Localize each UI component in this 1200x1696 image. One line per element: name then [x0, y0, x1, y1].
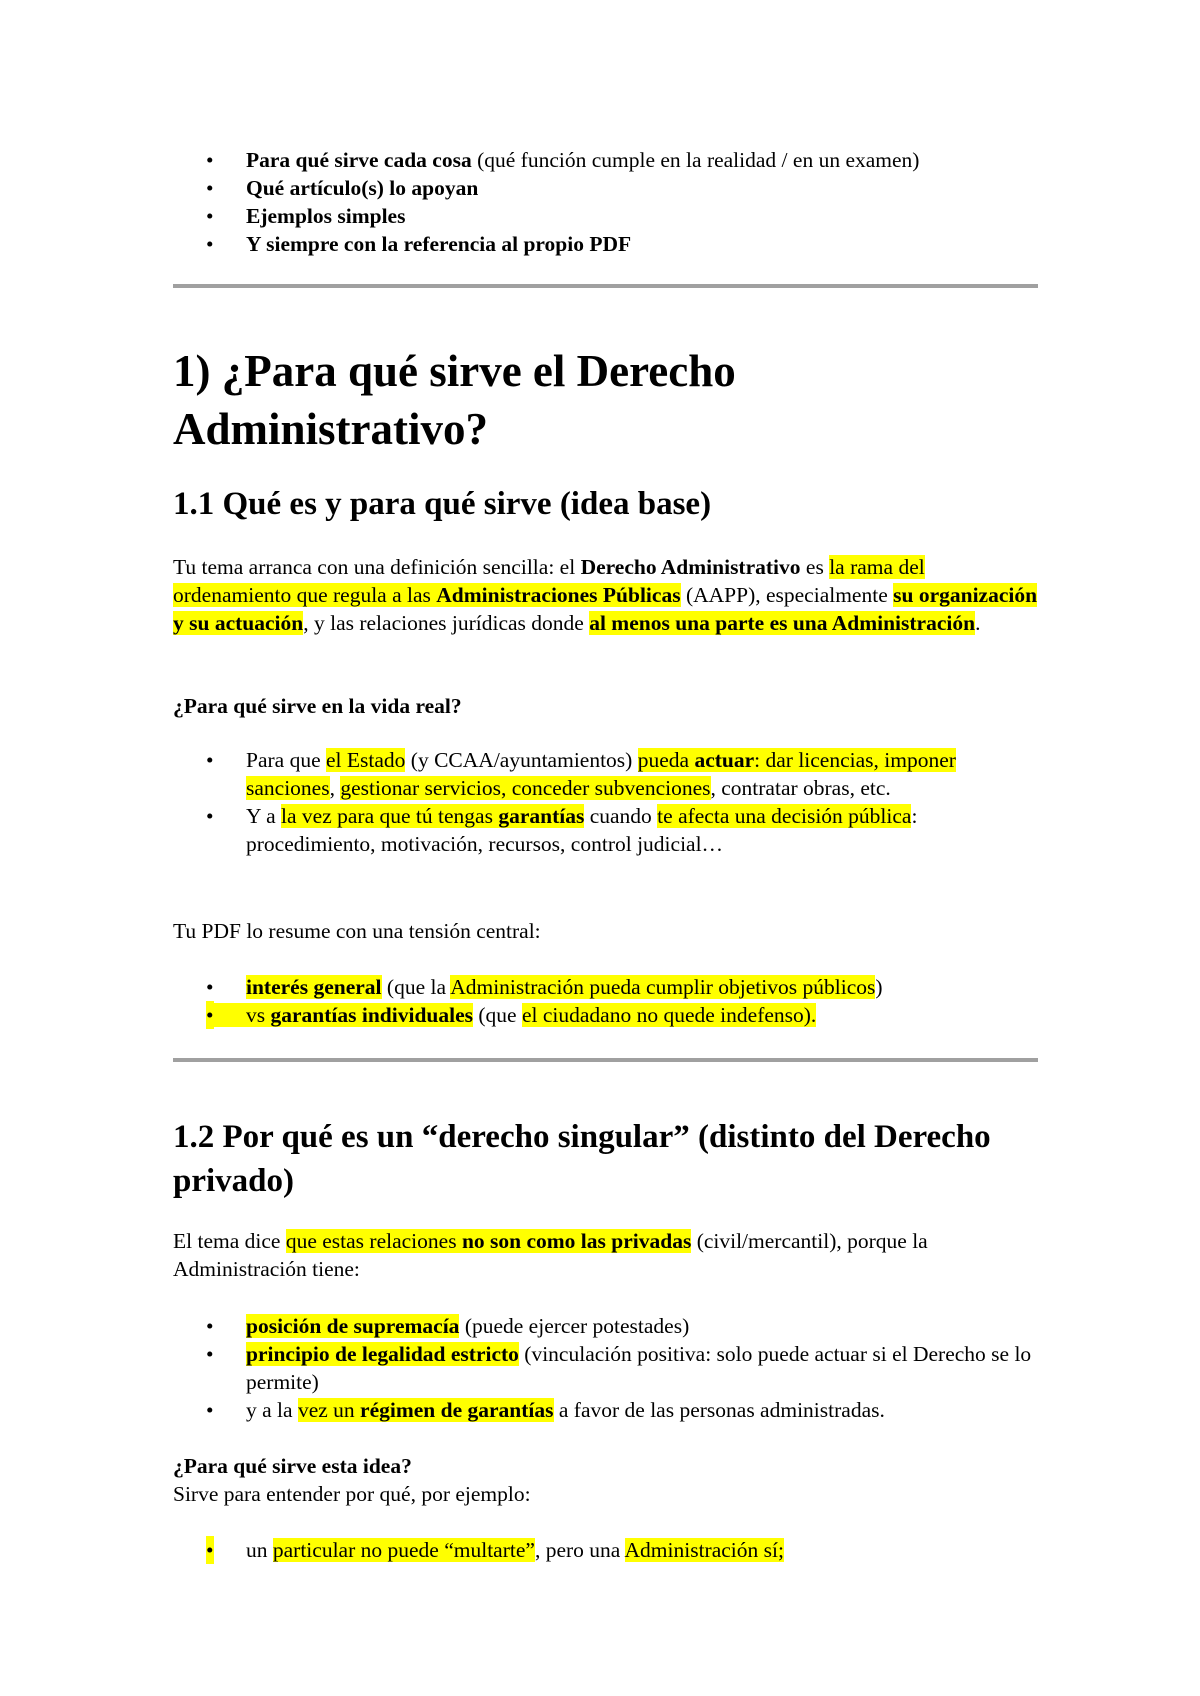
subheading-idea: ¿Para qué sirve esta idea? [173, 1454, 412, 1478]
list-item: • Y a la vez para que tú tengas garantías cuando te afecta una decisión pública: procedimiento, motivación, recursos, control judicial… [206, 804, 918, 856]
list-item: • Y siempre con la referencia al propio PDF [206, 232, 632, 256]
summary-intro: Tu PDF lo resume con una tensión central: [173, 919, 541, 943]
tension-list [173, 973, 1038, 1029]
real-life-list [173, 746, 1038, 858]
singular-law-paragraph: El tema dice que estas relaciones no son como las privadas (civil/mercantil), porque la Administración tiene: [173, 1229, 928, 1281]
list-item: • y a la vez un régimen de garantías a favor de las personas administradas. [206, 1398, 885, 1422]
features-list [173, 1312, 1038, 1424]
example-list [173, 1536, 1038, 1564]
list-item: • Para que el Estado (y CCAA/ayuntamientos) pueda actuar: dar licencias, imponer sanciones, gestionar servicios, conceder subvenciones, contratar obras, etc. [206, 748, 956, 800]
section-heading-1-1: 1.1 Qué es y para qué sirve (idea base) [173, 486, 712, 522]
definition-paragraph: Tu tema arranca con una definición sencilla: el Derecho Administrativo es la rama del ordenamiento que regula a las Administraciones Públicas (AAPP), especialmente su organización y su actuación, y las relaciones jurídicas donde al menos una parte es una Administración. [173, 555, 1038, 635]
horizontal-rule [173, 1058, 1038, 1062]
sub-text: Sirve para entender por qué, por ejemplo: [173, 1482, 531, 1506]
list-item: • un particular no puede “multarte”, pero una Administración sí; [206, 1538, 784, 1562]
subheading-real-life: ¿Para qué sirve en la vida real? [173, 694, 462, 718]
list-item: • posición de supremacía (puede ejercer potestades) [206, 1314, 690, 1338]
list-item: • Ejemplos simples [206, 204, 406, 228]
intro-list [173, 146, 1038, 258]
list-item: • interés general (que la Administración pueda cumplir objetivos públicos) [206, 975, 883, 999]
horizontal-rule [173, 284, 1038, 288]
page-title: 1) ¿Para qué sirve el Derecho Administrativo? [173, 346, 736, 454]
list-item: • principio de legalidad estricto (vinculación positiva: solo puede actuar si el Derecho se lo permite) [206, 1342, 1032, 1394]
list-item: • Qué artículo(s) lo apoyan [206, 176, 479, 200]
list-item: • Para qué sirve cada cosa (qué función cumple en la realidad / en un examen) [206, 148, 920, 172]
section-heading-1-2: 1.2 Por qué es un “derecho singular” (distinto del Derecho privado) [173, 1119, 991, 1199]
list-item: • vs garantías individuales (que el ciudadano no quede indefenso). [206, 1003, 817, 1027]
